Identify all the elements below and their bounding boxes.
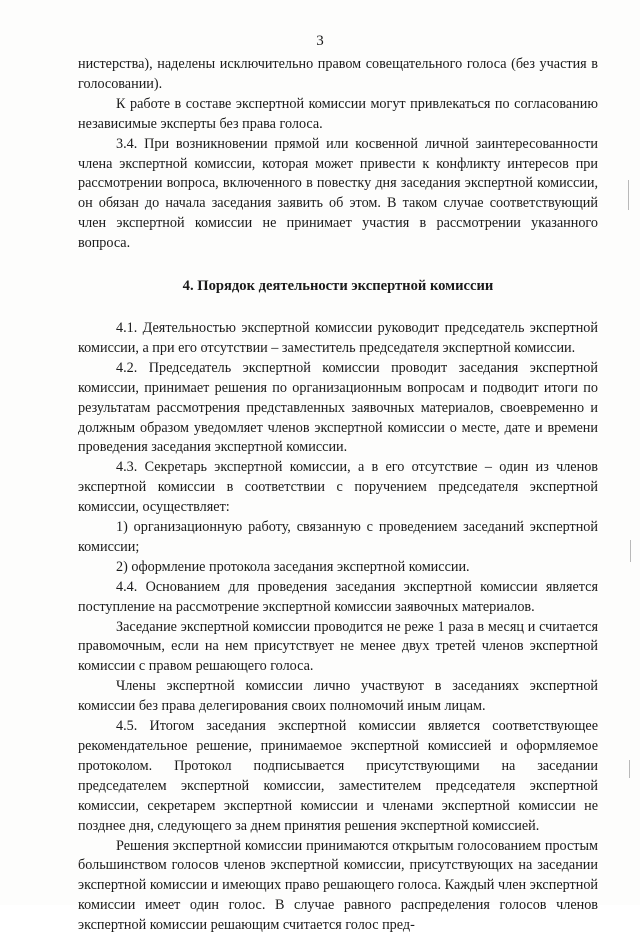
scan-artifact [629, 760, 630, 778]
document-body [78, 55, 598, 936]
paragraph-continuation: нистерства), наделены исключительно правом совещательного голоса (без участия в голосовании). [78, 56, 598, 92]
paragraph-4-2: 4.2. Председатель экспертной комиссии проводит заседания экспертной комиссии, принимает решения по организационным вопросам и подводит итоги по результатам рассмотрения представленных заявочных материалов, своевременно и должным образом уведомляет членов экспертной комиссии о месте, дате и времени проведения заседания экспертной комиссии. [78, 359, 598, 456]
list-item-2: 2) оформление протокола заседания экспертной комиссии. [116, 558, 470, 575]
paragraph-meeting-frequency: Заседание экспертной комиссии проводится не реже 1 раза в месяц и считается правомочным, если на нем присутствует не менее двух третей членов экспертной комиссии с правом решающего голоса. [78, 618, 598, 675]
paragraph-4-3: 4.3. Секретарь экспертной комиссии, а в его отсутствие – один из членов экспертной комиссии в соответствии с поручением председателя экспертной комиссии, осуществляет: [78, 459, 598, 516]
page-number: 3 [316, 33, 324, 49]
paragraph-4-4: 4.4. Основанием для проведения заседания экспертной комиссии является поступление на рассмотрение экспертной комиссии заявочных материалов. [78, 578, 598, 615]
list-item-1: 1) организационную работу, связанную с проведением заседаний экспертной комиссии; [78, 519, 598, 555]
paragraph-4-5: 4.5. Итогом заседания экспертной комиссии является соответствующее рекомендательное решение, принимаемое экспертной комиссией и оформляемое протоколом. Протокол подписывается присутствующими на заседании председателем экспертной комиссии, заместителем председателя экспертной комиссии, секретарем экспертной комиссии и членами экспертной комиссии не позднее дня, следующего за днем принятия решения экспертной комиссией. [78, 718, 598, 834]
paragraph-independent-experts: К работе в составе экспертной комиссии могут привлекаться по согласованию независимые эксперты без права голоса. [78, 95, 598, 132]
paragraph-voting: Решения экспертной комиссии принимаются открытым голосованием простым большинством голосов членов экспертной комиссии, присутствующих на заседании экспертной комиссии и имеющих право решающего голоса. Каждый член экспертной комиссии имеет один голос. В случае равного распределения голосов членов экспертной комиссии решающим считается голос пред- [78, 837, 598, 934]
paragraph-3-4: 3.4. При возникновении прямой или косвенной личной заинтересованности члена экспертной комиссии, которая может привести к конфликту интересов при рассмотрении вопроса, включенного в повестку дня заседания экспертной комиссии, он обязан до начала заседания заявить об этом. В таком случае соответствующий член экспертной комиссии не принимает участия в рассмотрении указанного вопроса. [78, 135, 598, 252]
scan-artifact [630, 540, 631, 562]
section-heading: 4. Порядок деятельности экспертной комиссии [182, 278, 494, 295]
scan-artifact [628, 180, 629, 210]
paragraph-4-1: 4.1. Деятельностью экспертной комиссии руководит председатель экспертной комиссии, а при его отсутствии – заместитель председателя экспертной комиссии. [78, 319, 598, 356]
paragraph-personal-participation: Члены экспертной комиссии лично участвуют в заседаниях экспертной комиссии без права делегирования своих полномочий иным лицам. [78, 678, 598, 715]
